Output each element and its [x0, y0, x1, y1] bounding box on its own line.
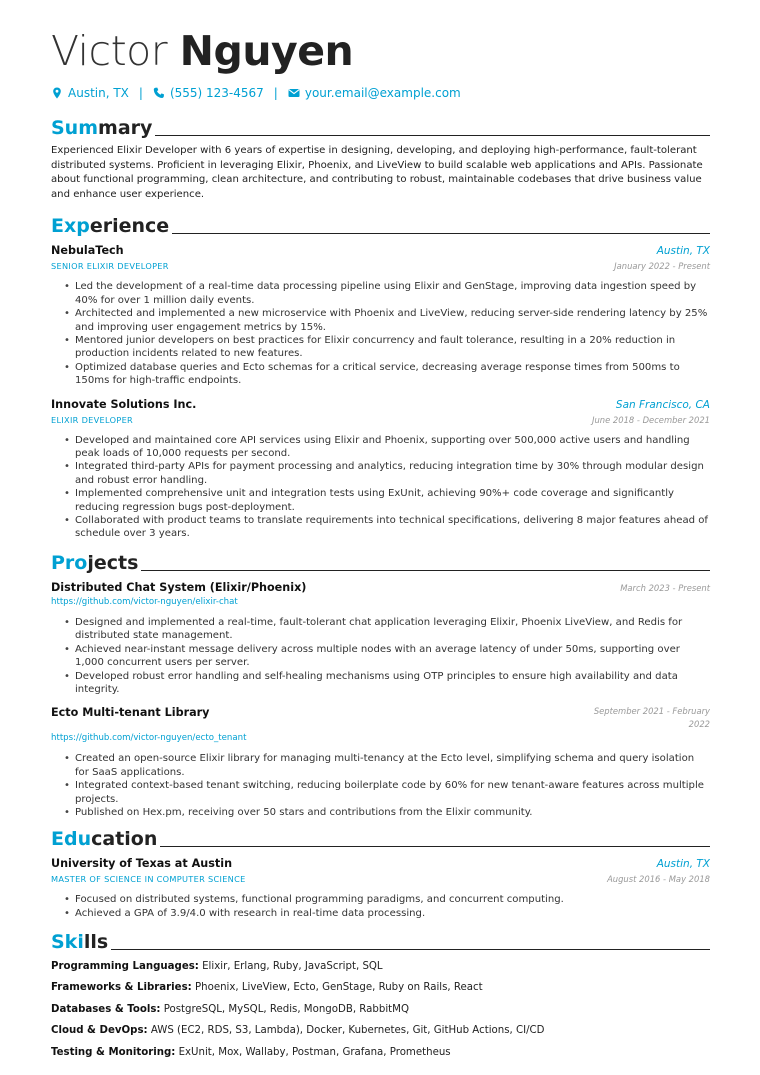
- skill-label: Databases & Tools:: [51, 1003, 161, 1015]
- bullet-item: • Focused on distributed systems, functional programming paradigms, and concurrent computing.: [75, 893, 710, 906]
- project-name: Distributed Chat System (Elixir/Phoenix): [51, 580, 307, 594]
- skill-value: ExUnit, Mox, Wallaby, Postman, Grafana, Prometheus: [178, 1046, 451, 1058]
- section-title: Education: [51, 828, 158, 851]
- job-entry: [51, 397, 710, 541]
- bullet-item: • Architected and implemented a new microservice with Phoenix and LiveView, reducing server-side rendering latency by 25% and improving user engagement metrics by 15%.: [75, 307, 710, 334]
- skill-value: AWS (EC2, RDS, S3, Lambda), Docker, Kubernetes, Git, GitHub Actions, CI/CD: [150, 1025, 545, 1037]
- experience-heading: [51, 212, 710, 236]
- bullet-item: • Achieved near-instant message delivery across multiple nodes with an average latency of under 50ms, supporting over 1,000 concurrent users per server.: [75, 643, 710, 670]
- skill-value: PostgreSQL, MySQL, Redis, MongoDB, RabbitMQ: [163, 1003, 409, 1015]
- project-name: Ecto Multi-tenant Library: [51, 706, 210, 720]
- summary-heading: [51, 114, 710, 138]
- skill-row: [51, 981, 710, 995]
- location-text: Austin, TX: [68, 86, 129, 100]
- job-location: San Francisco, CA: [615, 398, 710, 411]
- skill-label: Testing & Monitoring:: [51, 1046, 176, 1058]
- bullet-item: • Integrated third-party APIs for payment processing and analytics, reducing integration time by 30% through modular design and robust error handling.: [75, 460, 710, 487]
- project-entry: [51, 580, 710, 696]
- project-dates: March 2023 - Present: [620, 582, 710, 593]
- bullet-item: • Published on Hex.pm, receiving over 50 stars and contributions from the Elixir community.: [75, 806, 710, 819]
- contact-separator: |: [138, 86, 143, 100]
- section-title: Skills: [51, 931, 109, 954]
- contact-separator: |: [273, 86, 278, 100]
- bullet-item: • Integrated context-based tenant switching, reducing boilerplate code by 60% for new tenant-aware features across multiple projects.: [75, 779, 710, 806]
- section-title: Projects: [51, 551, 139, 574]
- project-entry: [51, 705, 710, 819]
- job-bullets: [51, 280, 710, 387]
- map-pin-icon: [51, 87, 63, 99]
- company-name: Innovate Solutions Inc.: [51, 397, 197, 411]
- project-dates: September 2021 - February 2022: [593, 706, 710, 730]
- job-dates: June 2018 - December 2021: [592, 414, 710, 425]
- skill-label: Frameworks & Libraries:: [51, 982, 192, 994]
- skill-label: Cloud & DevOps:: [51, 1025, 148, 1037]
- job-dates: January 2022 - Present: [614, 261, 710, 272]
- email-link[interactable]: your.email@example.com: [304, 86, 461, 100]
- skill-row: [51, 1024, 710, 1038]
- section-rule: [111, 949, 710, 950]
- bullet-item: • Implemented comprehensive unit and integration tests using ExUnit, achieving 90%+ code coverage and significantly reducing regression bugs post-deployment.: [75, 487, 710, 514]
- bullet-item: • Collaborated with product teams to translate requirements into technical specifications, delivering 8 major features ahead of schedule over 3 years.: [75, 514, 710, 541]
- bullet-item: • Mentored junior developers on best practices for Elixir concurrency and fault tolerance, resulting in a 20% reduction in production incidents related to new features.: [75, 334, 710, 361]
- project-link[interactable]: https://github.com/victor-nguyen/elixir-chat: [51, 596, 238, 607]
- section-title: Experience: [51, 215, 170, 238]
- skill-row: [51, 960, 710, 974]
- bullet-item: • Designed and implemented a real-time, fault-tolerant chat application leveraging Elixir, Phoenix LiveView, and Redis for distributed state management.: [75, 616, 710, 643]
- job-role: ELIXIR DEVELOPER: [51, 414, 134, 425]
- project-bullets: [51, 752, 710, 819]
- skill-row: [51, 1046, 710, 1060]
- bullet-item: • Created an open-source Elixir library for managing multi-tenancy at the Ecto level, simplifying schema and query isolation for SaaS applications.: [75, 752, 710, 779]
- skill-value: Phoenix, LiveView, Ecto, GenStage, Ruby on Rails, React: [194, 982, 483, 994]
- job-role: SENIOR ELIXIR DEVELOPER: [51, 261, 169, 272]
- phone-icon: [153, 87, 165, 99]
- school-name: University of Texas at Austin: [51, 857, 233, 871]
- bullet-item: • Optimized database queries and Ecto schemas for a critical service, decreasing average response times from 500ms to 150ms for high-traffic endpoints.: [75, 361, 710, 388]
- summary-text: Experienced Elixir Developer with 6 years of expertise in designing, developing, and deploying high-performance, fault-tolerant distributed systems. Proficient in leveraging Elixir, Phoenix, and LiveView to build scalable web applications and APIs. Passionate about functional programming, clean architecture, and contributing to robust, maintainable codebases that drive business value and enhance user experience.: [51, 145, 703, 200]
- skill-label: Programming Languages:: [51, 960, 199, 972]
- bullet-item: • Led the development of a real-time data processing pipeline using Elixir and GenStage, improving data ingestion speed by 40% for over 1 million daily events.: [75, 280, 710, 307]
- projects-heading: [51, 549, 710, 573]
- skills-list: [51, 960, 710, 1060]
- envelope-icon: [288, 87, 300, 99]
- bullet-item: • Developed robust error handling and self-healing mechanisms using OTP principles to ensure high availability and data integrity.: [75, 670, 710, 697]
- project-bullets: [51, 616, 710, 696]
- section-rule: [155, 135, 710, 136]
- skill-row: [51, 1003, 710, 1017]
- skills-heading: [51, 928, 710, 952]
- section-title: Summary: [51, 117, 153, 139]
- skill-value: Elixir, Erlang, Ruby, JavaScript, SQL: [202, 960, 383, 972]
- job-location: Austin, TX: [656, 245, 710, 258]
- section-rule: [172, 233, 710, 234]
- contact-line: [51, 84, 710, 102]
- degree-name: MASTER OF SCIENCE IN COMPUTER SCIENCE: [51, 874, 246, 885]
- education-heading: [51, 825, 710, 849]
- education-bullets: [51, 893, 710, 920]
- phone-text: (555) 123-4567: [169, 86, 264, 100]
- job-bullets: [51, 434, 710, 541]
- bullet-item: • Achieved a GPA of 3.9/4.0 with research in real-time data processing.: [75, 907, 710, 920]
- school-location: Austin, TX: [656, 858, 710, 871]
- bullet-item: • Developed and maintained core API services using Elixir and Phoenix, supporting over 500,000 active users and handling peak loads of 10,000 requests per second.: [75, 434, 710, 461]
- project-link[interactable]: https://github.com/victor-nguyen/ecto_tenant: [51, 733, 247, 744]
- job-entry: [51, 243, 710, 387]
- section-rule: [141, 570, 710, 571]
- education-dates: August 2016 - May 2018: [607, 874, 710, 885]
- company-name: NebulaTech: [51, 244, 124, 258]
- section-rule: [160, 846, 710, 847]
- candidate-name: [51, 26, 710, 76]
- last-name: Nguyen: [179, 27, 354, 75]
- education-entry: [51, 856, 710, 920]
- first-name: Victor: [51, 27, 168, 75]
